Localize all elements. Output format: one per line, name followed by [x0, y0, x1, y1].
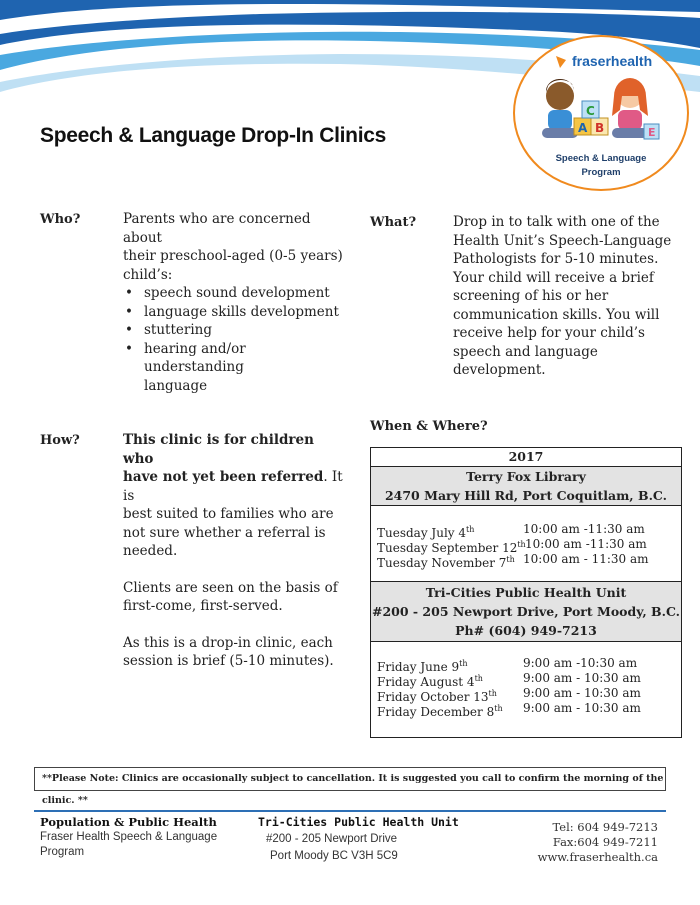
logo-block-a: A: [578, 121, 588, 135]
footer-left: [40, 815, 217, 860]
footer-divider: [34, 810, 666, 812]
footer-left-line: Fraser Health Speech & Language: [40, 831, 218, 843]
who-intro-line: their preschool-aged (0-5 years): [123, 248, 343, 264]
footer-website-link[interactable]: www.fraserhealth.ca: [537, 850, 658, 864]
what-line: Your child will receive a brief: [453, 269, 654, 286]
how-line: session is brief (5-10 minutes).: [123, 653, 334, 669]
how-line: needed.: [123, 543, 178, 559]
session-time: 9:00 am - 10:30 am: [523, 701, 641, 715]
logo-block-c: C: [586, 104, 595, 118]
session-time: 9:00 am - 10:30 am: [523, 686, 641, 700]
page-title: Speech & Language Drop-In Clinics: [40, 124, 386, 147]
session-time: 10:00 am -11:30 am: [525, 537, 647, 551]
what-section: [453, 213, 683, 380]
list-item-text-cont: language: [144, 377, 208, 394]
session-time: 9:00 am -10:30 am: [523, 656, 638, 670]
how-line: not sure whether a referral is: [123, 524, 326, 541]
how-line: Clients are seen on the basis of: [123, 579, 338, 596]
footer-left-title: Population & Public Health: [40, 815, 217, 829]
list-item: • speech sound development: [123, 284, 343, 303]
logo-block-e: E: [648, 126, 656, 139]
how-line: This clinic is for children who: [123, 432, 314, 467]
footer-tel: Tel: 604 949-7213: [552, 820, 658, 834]
how-line: As this is a drop-in clinic, each: [123, 634, 333, 651]
session-list: [371, 642, 681, 726]
location-header: [371, 467, 681, 506]
what-line: communication skills. You will: [453, 306, 660, 323]
session-time: 10:00 am -11:30 am: [523, 522, 645, 536]
how-line: first-come, first-served.: [123, 598, 283, 614]
logo-program-line2: Program: [581, 167, 621, 178]
location-name: Tri-Cities Public Health Unit: [425, 585, 627, 600]
footer-mid-title: Tri-Cities Public Health Unit: [258, 815, 459, 829]
logo-brand-text: fraserhealth: [572, 53, 653, 69]
what-line: development.: [453, 362, 546, 378]
what-label: What?: [370, 215, 417, 230]
cancellation-note: **Please Note: Clinics are occasionally subject to cancellation. It is suggested you call to confirm the morning of the clinic. **: [34, 767, 666, 791]
what-line: Drop in to talk with one of the: [453, 214, 660, 230]
logo-block-b: B: [595, 121, 605, 135]
session-time: 9:00 am - 10:30 am: [523, 671, 641, 685]
session-list: [371, 506, 681, 581]
location-address: #200 - 205 Newport Drive, Port Moody, B.C.: [371, 604, 681, 619]
when-where-label: When & Where?: [370, 419, 488, 434]
what-line: receive help for your child’s: [453, 325, 645, 341]
location-header: [371, 581, 681, 642]
location-address: 2470 Mary Hill Rd, Port Coquitlam, B.C.: [384, 488, 668, 503]
location-phone: Ph# (604) 949-7213: [455, 623, 597, 638]
clinic-schedule-table: [370, 447, 682, 738]
session-row: [377, 537, 681, 555]
session-date: Friday August 4th: [377, 674, 483, 689]
who-intro-line: Parents who are concerned about: [123, 211, 311, 246]
footer-mid-line: Port Moody BC V3H 5C9: [270, 850, 398, 862]
list-item: [123, 340, 343, 396]
location-name: Terry Fox Library: [466, 469, 586, 484]
session-row: [377, 522, 681, 540]
how-line: [123, 468, 348, 505]
footer-left-line: Program: [40, 846, 85, 858]
session-date: Tuesday September 12th: [377, 540, 526, 555]
session-date: Friday June 9th: [377, 659, 468, 674]
session-row: [377, 656, 681, 674]
session-time: 10:00 am - 11:30 am: [523, 552, 649, 566]
what-line: Pathologists for 5-10 minutes.: [453, 251, 659, 267]
how-label: How?: [40, 433, 80, 448]
fraserhealth-speech-language-logo: [512, 34, 690, 192]
session-row: [377, 671, 681, 689]
what-line: speech and language: [453, 343, 598, 360]
schedule-year: 2017: [371, 448, 681, 467]
footer-right: [538, 820, 658, 865]
footer-fax: Fax:604 949-7211: [552, 835, 658, 849]
session-date: Tuesday July 4th: [377, 525, 475, 540]
who-concern-list: [123, 284, 343, 395]
how-text: . It is: [123, 469, 343, 504]
who-label: Who?: [40, 212, 81, 227]
session-date: Friday October 13th: [377, 689, 497, 704]
list-item: • stuttering: [123, 321, 343, 340]
how-section: [123, 431, 348, 671]
list-item: • language skills development: [123, 303, 343, 322]
how-line: best suited to families who are: [123, 506, 334, 522]
how-bold-text: have not yet been referred: [123, 469, 324, 485]
list-item-text: hearing and/or understanding: [144, 340, 246, 375]
logo-program-line1: Speech & Language: [555, 153, 647, 164]
what-line: Health Unit’s Speech-Language: [453, 232, 672, 249]
session-row: [377, 686, 681, 704]
who-section: [123, 210, 343, 395]
footer-middle: [258, 815, 459, 864]
footer-mid-line: #200 - 205 Newport Drive: [266, 833, 398, 845]
who-intro-line: child’s:: [123, 266, 173, 283]
session-date: Friday December 8th: [377, 704, 503, 719]
session-row: [377, 552, 681, 570]
what-line: screening of his or her: [453, 288, 609, 304]
session-date: Tuesday November 7th: [377, 555, 515, 570]
session-row: [377, 701, 681, 719]
